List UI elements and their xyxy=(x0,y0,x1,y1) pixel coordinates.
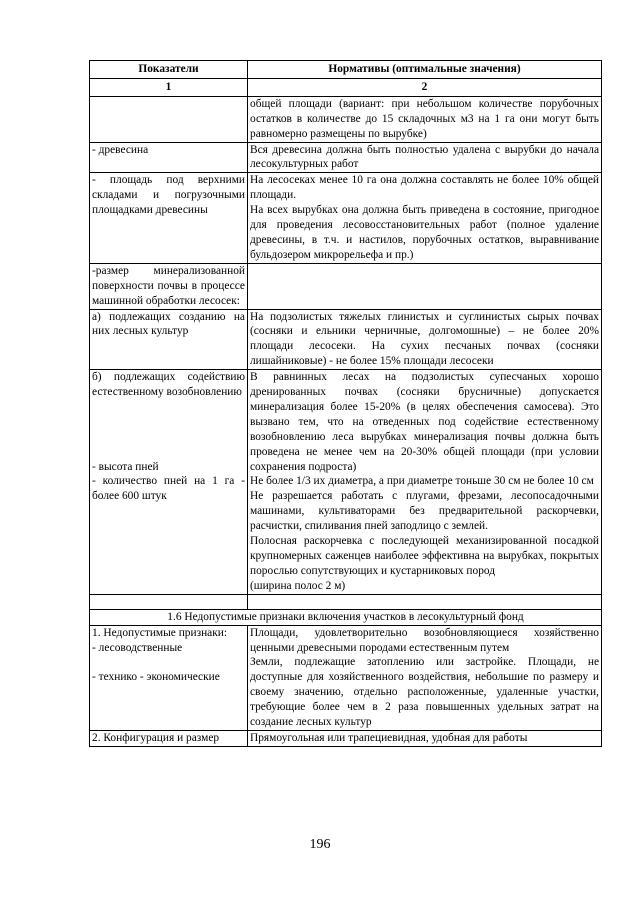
indicator-cell xyxy=(90,263,248,309)
indicator-cell xyxy=(90,625,248,730)
table-row xyxy=(90,730,602,746)
table-row xyxy=(90,263,602,309)
indicator-text: 1. Недопустимые признаки: xyxy=(92,626,228,639)
norms-table xyxy=(89,60,602,747)
indicator-cell xyxy=(90,730,248,746)
indicator-text: - количество пней на 1 га - более 600 штук xyxy=(92,475,245,503)
table-row xyxy=(90,96,602,142)
indicator-text: - технико - экономические xyxy=(92,671,220,684)
norm-cell xyxy=(248,173,602,263)
document-page xyxy=(89,60,601,747)
norm-text: Не более 1/3 их диаметра, а при диаметре тоньше 30 см не более 10 см xyxy=(250,475,594,488)
norm-text: На подзолистых тяжелых глинистых и суглинистых сырых почвах (сосняки и ельники черничные, долгомошные) – не более 20% площади лесосеки. На сухих песчаных почвах (сосняки лишайниковые) - не более 15% площади лесосеки xyxy=(250,310,599,368)
norm-text: Полосная раскорчевка с последующей механизированной посадкой крупномерных саженцев наиболее эффективна на вырубках, покрытых порослью сопутствующих и кустарниковых пород xyxy=(250,535,599,577)
norm-text: На всех вырубках она должна быть приведена в состояние, пригодное для проведения лесовосстановительных работ (полное удаление древесины, в т.ч. и настилов, порубочных остатков, выравнивание бульдозером микрорельефа и пр.) xyxy=(250,204,599,261)
norm-text: Не разрешается работать с плугами, фрезами, лесопосадочными машинами, культиваторами без предварительной раскорчевки, расчистки, спиливания пней заподлицо с землей. xyxy=(250,490,599,533)
page-number: 196 xyxy=(309,837,331,852)
table-row xyxy=(90,309,602,370)
norm-cell xyxy=(248,730,602,746)
indicator-cell xyxy=(90,142,248,173)
indicator-cell xyxy=(90,594,248,609)
norm-text: В равнинных лесах на подзолистых супесчаных хорошо дренированных почвах (сосняки брусничные) допускается минерализация более 15-20% (в целях обеспечения самосева). Это вызвано тем, что на отведенных под содействие естественному возобновлению леса вырубках минерализация почвы должна быть проведена не менее чем на 20-30% общей площади (при условии сохранения подроста) xyxy=(250,371,599,473)
indicator-cell xyxy=(90,370,248,595)
indicator-cell xyxy=(90,173,248,263)
indicator-cell xyxy=(90,96,248,142)
indicator-text: 2. Конфигурация и размер xyxy=(92,731,220,744)
norm-text: (ширина полос 2 м) xyxy=(250,579,346,592)
norm-text: Прямоугольная или трапециевидная, удобная для работы xyxy=(250,731,528,744)
column-number-2: 2 xyxy=(248,78,602,96)
norm-cell xyxy=(248,263,602,309)
indicator-text: - площадь под верхними складами и погрузочными площадками древесины xyxy=(92,174,245,217)
indicator-text: - лесоводственные xyxy=(92,641,183,654)
indicator-text: - высота пней xyxy=(92,460,159,473)
table-row xyxy=(90,142,602,173)
norm-cell xyxy=(248,594,602,609)
norm-text: Площади, удовлетворительно возобновляющиеся хозяйственно ценными древесными породами естественным путем xyxy=(250,626,599,654)
norm-cell xyxy=(248,142,602,173)
header-indicators: Показатели xyxy=(90,61,248,79)
norm-text: Земли, подлежащие затоплению или застройке. Площади, не доступные для хозяйственного воздействия, небольшие по размеру и своему значению, отдельно расположенные, удаленные участки, требующие более чем в 2 раза повышенных удельных затрат на создание лесных культур xyxy=(250,656,599,729)
norm-text: Вся древесина должна быть полностью удалена с вырубки до начала лесокультурных работ xyxy=(250,143,599,171)
header-norms: Нормативы (оптимальные значения) xyxy=(248,61,602,79)
norm-cell xyxy=(248,309,602,370)
table-row xyxy=(90,370,602,595)
table-row xyxy=(90,173,602,263)
norm-cell xyxy=(248,625,602,730)
norm-text: общей площади (вариант: при небольшом количестве порубочных остатков в количестве до 15 складочных м3 на 1 га они могут быть равномерно размещены по вырубке) xyxy=(250,97,599,140)
section-heading: 1.6 Недопустимые признаки включения участков в лесокультурный фонд xyxy=(90,609,602,625)
indicator-text: а) подлежащих созданию на них лесных культур xyxy=(92,310,245,338)
indicator-text: - древесина xyxy=(92,143,149,156)
indicator-text: -размер минерализованной поверхности почвы в процессе машинной обработки лесосек: xyxy=(92,264,245,307)
header-row xyxy=(90,61,602,79)
table-row xyxy=(90,594,602,609)
indicator-cell xyxy=(90,309,248,370)
norm-cell xyxy=(248,96,602,142)
column-number-1: 1 xyxy=(90,78,248,96)
norm-cell xyxy=(248,370,602,595)
table-row xyxy=(90,625,602,730)
norm-text: На лесосеках менее 10 га она должна составлять не более 10% общей площади. xyxy=(250,174,599,202)
section-heading-row xyxy=(90,609,602,625)
indicator-text: б) подлежащих содействию естественному возобновлению xyxy=(92,371,245,399)
column-number-row xyxy=(90,78,602,96)
